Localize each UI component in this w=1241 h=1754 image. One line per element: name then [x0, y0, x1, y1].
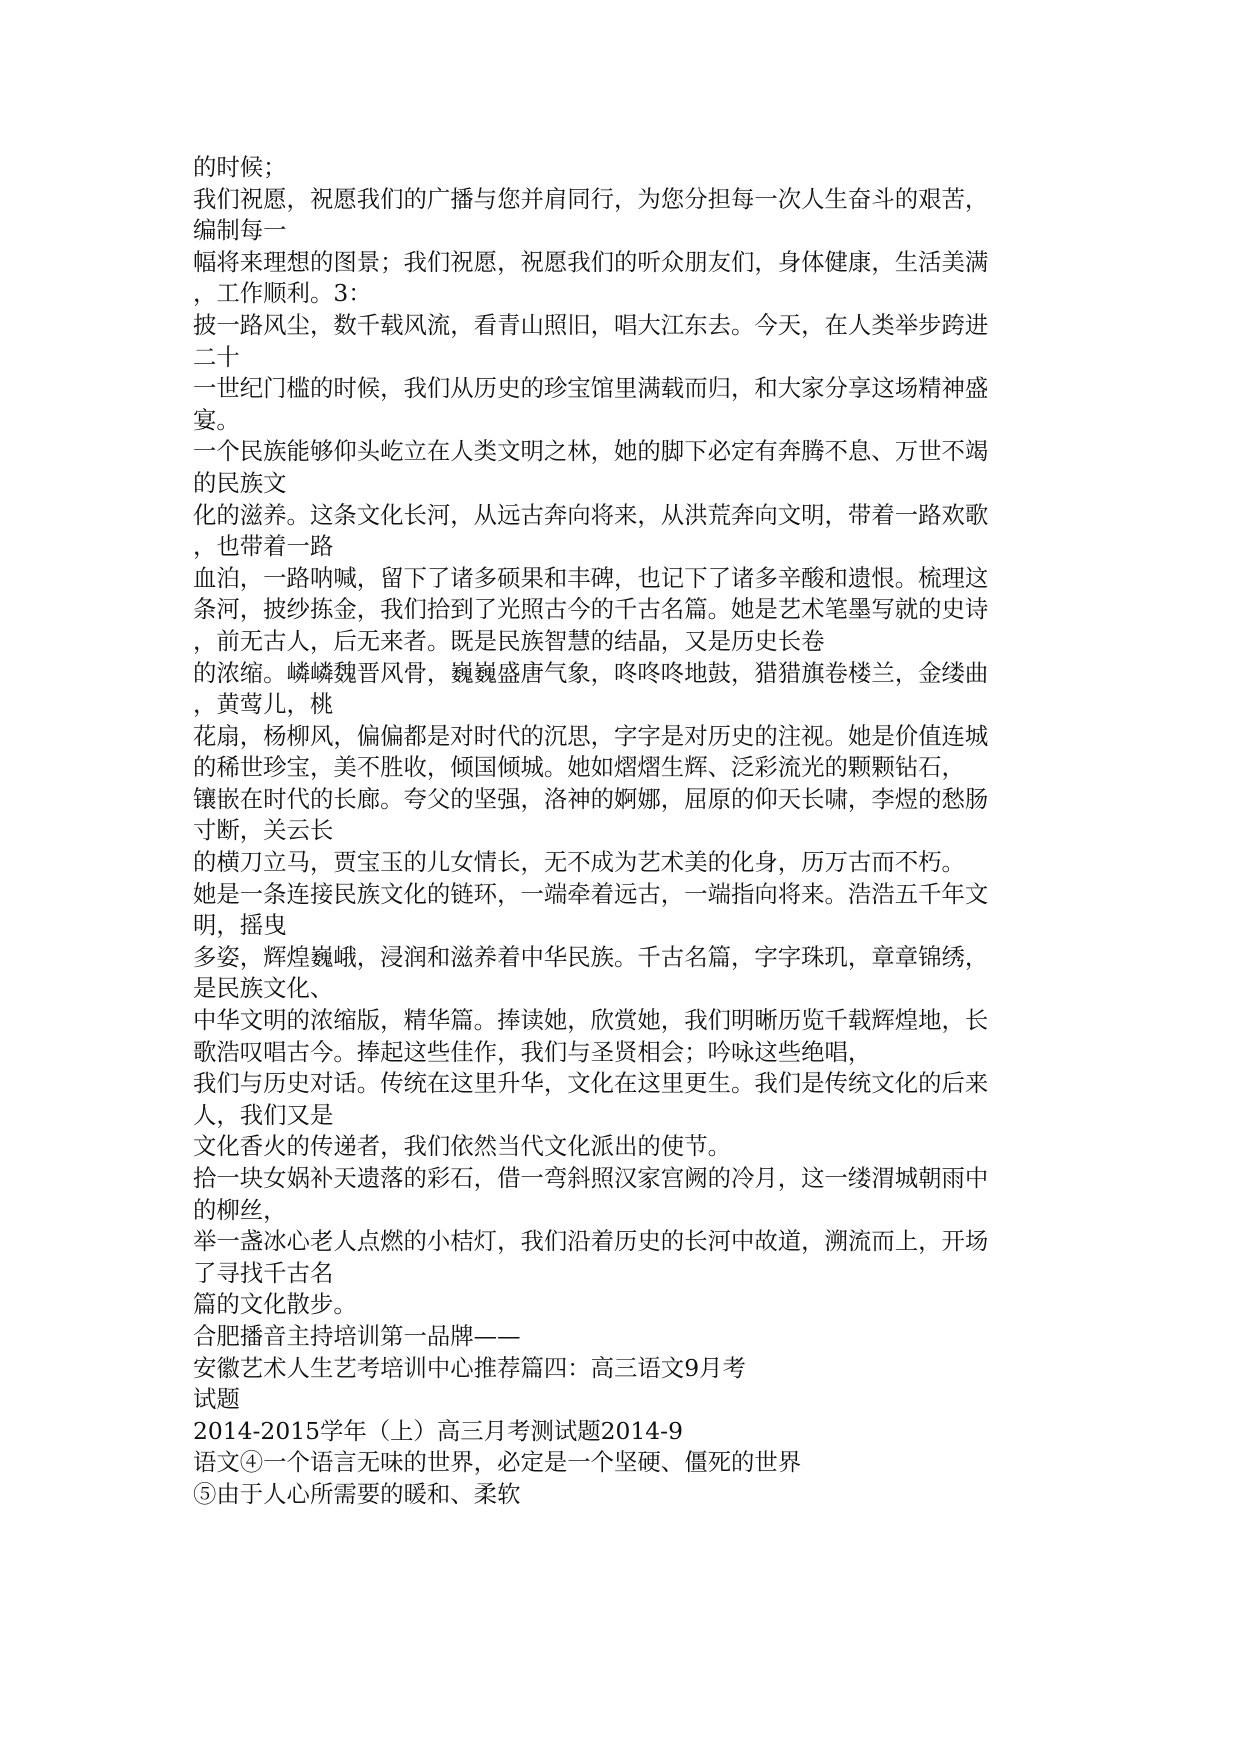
text-line: 的横刀立马，贾宝玉的儿女情长，无不成为艺术美的化身，历万古而不朽。	[193, 848, 965, 877]
text-line: 披一路风尘，数千载风流，看青山照旧，唱大江东去。今天，在人类举步跨进	[193, 310, 989, 339]
text-line: 多姿，辉煌巍峨，浸润和滋养着中华民族。千古名篇，字字珠玑，章章锦绣，	[193, 942, 989, 971]
text-line: 编制每一	[193, 216, 287, 245]
text-line: ，黄莺儿，桃	[193, 690, 334, 719]
text-line: 试题	[193, 1385, 240, 1414]
text-line: 明，摇曳	[193, 911, 287, 940]
text-line: 条河，披纱拣金，我们拾到了光照古今的千古名篇。她是艺术笔墨写就的史诗	[193, 595, 989, 624]
text-line: 她是一条连接民族文化的链环，一端牵着远古，一端指向将来。浩浩五千年文	[193, 879, 989, 908]
text-line: 镶嵌在时代的长廊。夸父的坚强，洛神的婀娜，屈原的仰天长啸，李煜的愁肠	[193, 784, 989, 813]
text-line: 拾一块女娲补天遗落的彩石，借一弯斜照汉家宫阙的冷月，这一缕渭城朝雨中	[193, 1164, 989, 1192]
text-line: 的柳丝，	[193, 1195, 287, 1224]
text-line: 一个民族能够仰头屹立在人类文明之林，她的脚下必定有奔腾不息、万世不竭	[193, 437, 989, 466]
text-line: 中华文明的浓缩版，精华篇。捧读她，欣赏她，我们明晰历览千载辉煌地，长	[193, 1006, 989, 1035]
text-line: 我们与历史对话。传统在这里升华，文化在这里更生。我们是传统文化的后来	[193, 1069, 989, 1098]
text-line: 安徽艺术人生艺考培训中心推荐篇四：高三语文9月考	[193, 1353, 746, 1382]
text-line: 我们祝愿，祝愿我们的广播与您并肩同行，为您分担每一次人生奋斗的艰苦，	[193, 184, 989, 213]
text-line: 2014-2015学年（上）高三月考测试题2014-9	[193, 1416, 683, 1445]
text-line: 篇的文化散步。	[193, 1290, 357, 1319]
text-line: 的民族文	[193, 468, 287, 497]
text-line: 幅将来理想的图景；我们祝愿，祝愿我们的听众朋友们，身体健康，生活美满	[193, 247, 989, 276]
text-line: 举一盏冰心老人点燃的小桔灯，我们沿着历史的长河中故道，溯流而上，开场	[193, 1227, 989, 1256]
text-line: ⑤由于人心所需要的暖和、柔软	[193, 1479, 521, 1508]
text-line: 了寻找千古名	[193, 1258, 334, 1287]
text-line: 化的滋养。这条文化长河，从远古奔向将来，从洪荒奔向文明，带着一路欢歌	[193, 500, 989, 529]
text-line: 人，我们又是	[193, 1100, 334, 1129]
text-line: 的浓缩。嶙嶙魏晋风骨，巍巍盛唐气象，咚咚咚地鼓，猎猎旗卷楼兰，金缕曲	[193, 658, 989, 687]
text-line: 二十	[193, 342, 240, 371]
text-line: ，工作顺利。3：	[193, 279, 372, 308]
document-body	[193, 152, 1053, 1511]
text-line: 一世纪门槛的时候，我们从历史的珍宝馆里满载而归，和大家分享这场精神盛	[193, 374, 989, 403]
text-line: 是民族文化、	[193, 974, 334, 1003]
text-line: 的稀世珍宝，美不胜收，倾国倾城。她如熠熠生辉、泛彩流光的颗颗钻石，	[193, 753, 965, 782]
text-line: 宴。	[193, 405, 240, 434]
text-line: 语文④一个语言无味的世界，必定是一个坚硬、僵死的世界	[193, 1448, 802, 1477]
text-line: 文化香火的传递者，我们依然当代文化派出的使节。	[193, 1132, 731, 1161]
text-line: 血泊，一路呐喊，留下了诸多硕果和丰碑，也记下了诸多辛酸和遗恨。梳理这	[193, 563, 989, 592]
text-line: ，前无古人，后无来者。既是民族智慧的结晶，又是历史长卷	[193, 626, 825, 655]
text-line: 的时候；	[193, 153, 287, 181]
text-line: ，也带着一路	[193, 532, 334, 561]
text-line: 歌浩叹唱古今。捧起这些佳作，我们与圣贤相会；吟咏这些绝唱，	[193, 1037, 872, 1066]
text-line: 花扇，杨柳风，偏偏都是对时代的沉思，字字是对历史的注视。她是价值连城	[193, 721, 989, 750]
text-line: 合肥播音主持培训第一品牌——	[193, 1321, 521, 1350]
text-line: 寸断，关云长	[193, 816, 334, 845]
